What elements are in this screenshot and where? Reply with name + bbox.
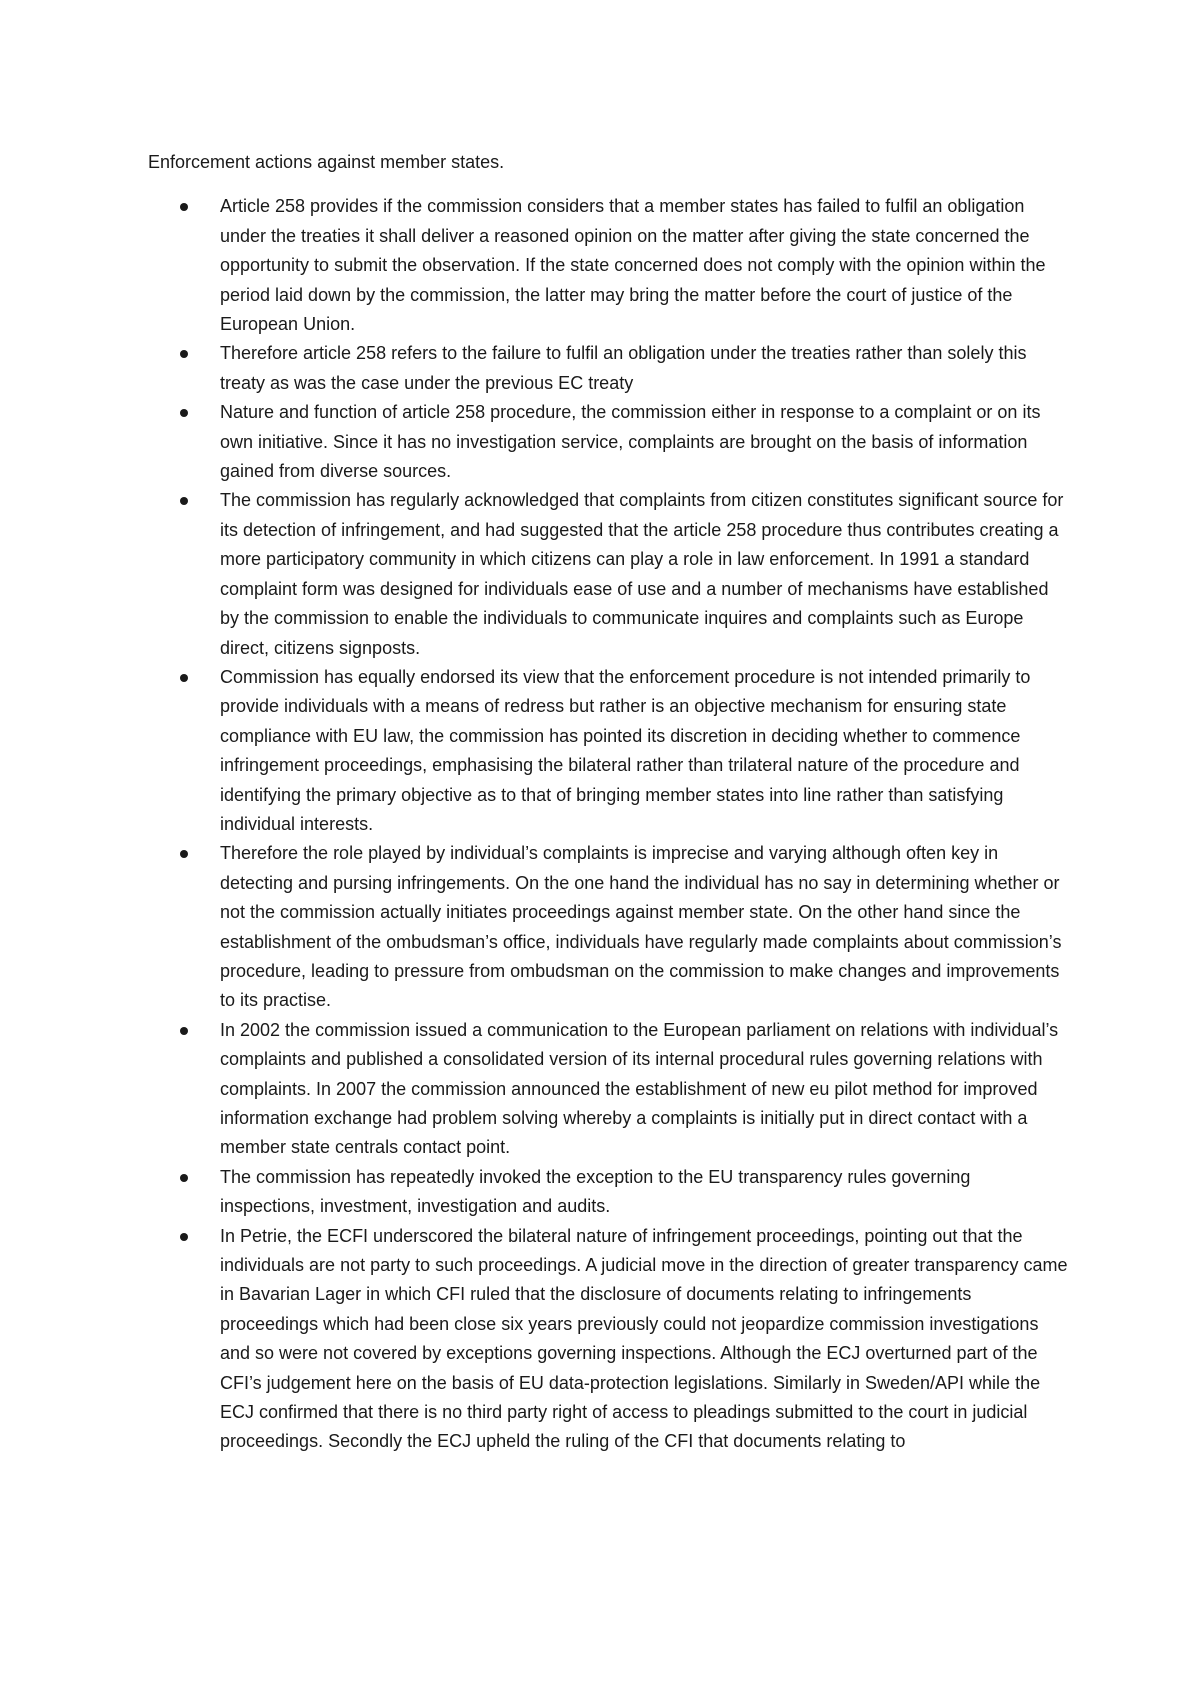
list-item: [148, 1222, 1068, 1457]
document-body: [148, 148, 1068, 1457]
list-item-text: Article 258 provides if the commission considers that a member states has failed to fulfil an obligation under the treaties it shall deliver a reasoned opinion on the matter after giving the state concerned the opportunity to submit the observation. If the state concerned does not comply with the opinion within the period laid down by the commission, the latter may bring the matter before the court of justice of the European Union.: [220, 196, 1046, 335]
bullet-icon: [180, 203, 188, 211]
list-item-text: Nature and function of article 258 procedure, the commission either in response to a complaint or on its own initiative. Since it has no investigation service, complaints are brought on the basis of information gained from diverse sources.: [220, 402, 1041, 482]
bullet-icon: [180, 409, 188, 417]
list-item-text: Therefore the role played by individual’s complaints is imprecise and varying although often key in detecting and pursing infringements. On the one hand the individual has no say in determining whether or not the commission actually initiates proceedings against member state. On the other hand since the establishment of the ombudsman’s office, individuals have regularly made complaints about commission’s procedure, leading to pressure from ombudsman on the commission to make changes and improvements to its practise.: [220, 843, 1062, 1011]
list-item: [148, 839, 1068, 1015]
bullet-icon: [180, 850, 188, 858]
document-heading: Enforcement actions against member states.: [148, 152, 505, 172]
list-item: [148, 1016, 1068, 1163]
list-item-text: In Petrie, the ECFI underscored the bilateral nature of infringement proceedings, pointing out that the individuals are not party to such proceedings. A judicial move in the direction of greater transparency came in Bavarian Lager in which CFI ruled that the disclosure of documents relating to infringements proceedings which had been close six years previously could not jeopardize commission investigations and so were not covered by exceptions governing inspections. Although the ECJ overturned part of the CFI’s judgement here on the basis of EU data-protection legislations. Similarly in Sweden/API while the ECJ confirmed that there is no third party right of access to pleadings submitted to the court in judicial proceedings. Secondly the ECJ upheld the ruling of the CFI that documents relating to: [220, 1225, 1068, 1452]
bullet-icon: [180, 350, 188, 358]
list-item: [148, 339, 1068, 398]
list-item-text: In 2002 the commission issued a communication to the European parliament on relations with individual’s complaints and published a consolidated version of its internal procedural rules governing relations with complaints. In 2007 the commission announced the establishment of new eu pilot method for improved information exchange had problem solving whereby a complaints is initially put in direct contact with a member state centrals contact point.: [220, 1019, 1059, 1158]
bullet-icon: [180, 497, 188, 505]
bullet-icon: [180, 674, 188, 682]
list-item: [148, 192, 1068, 339]
list-item-text: The commission has repeatedly invoked the exception to the EU transparency rules governing inspections, investment, investigation and audits.: [220, 1166, 971, 1217]
list-item-text: Commission has equally endorsed its view that the enforcement procedure is not intended primarily to provide individuals with a means of redress but rather is an objective mechanism for ensuring state compliance with EU law, the commission has pointed its discretion in deciding whether to commence infringement proceedings, emphasising the bilateral rather than trilateral nature of the procedure and identifying the primary objective as to that of bringing member states into line rather than satisfying individual interests.: [220, 666, 1031, 834]
list-item-text: Therefore article 258 refers to the failure to fulfil an obligation under the treaties rather than solely this treaty as was the case under the previous EC treaty: [220, 343, 1027, 393]
list-item: [148, 398, 1068, 486]
bullet-list: [148, 192, 1068, 1456]
list-item: [148, 663, 1068, 839]
bullet-icon: [180, 1174, 188, 1182]
list-item: [148, 486, 1068, 662]
list-item: [148, 1163, 1068, 1222]
list-item-text: The commission has regularly acknowledged that complaints from citizen constitutes significant source for its detection of infringement, and had suggested that the article 258 procedure thus contributes creating a more participatory community in which citizens can play a role in law enforcement. In 1991 a standard complaint form was designed for individuals ease of use and a number of mechanisms have established by the commission to enable the individuals to communicate inquires and complaints such as Europe direct, citizens signposts.: [220, 490, 1064, 658]
bullet-icon: [180, 1027, 188, 1035]
bullet-icon: [180, 1233, 188, 1241]
